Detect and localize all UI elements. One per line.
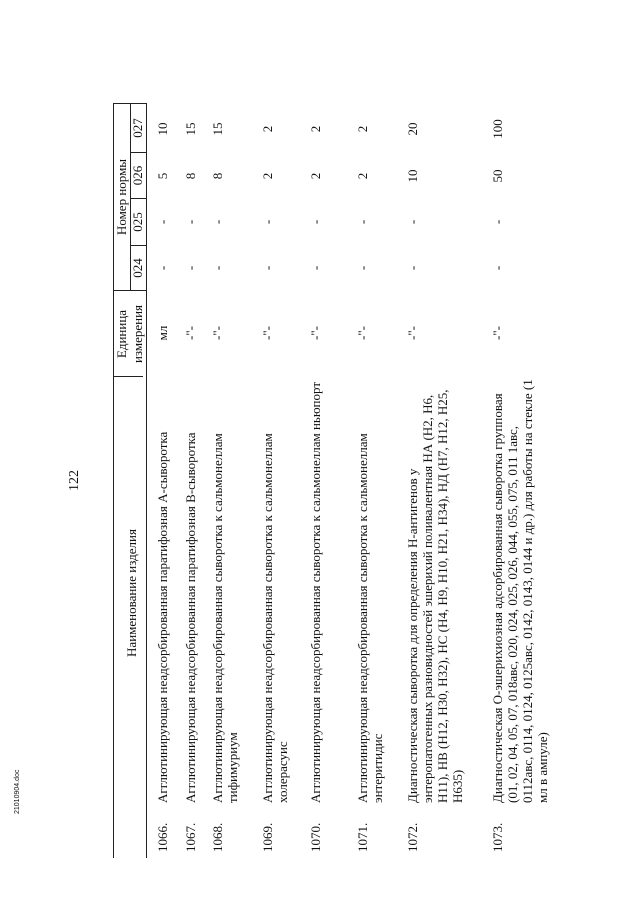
col-divider-unit: [113, 290, 146, 291]
norm-027: 2: [260, 125, 275, 133]
page-number: 122: [67, 470, 82, 491]
unit: -"-: [308, 326, 323, 340]
norm-027: 15: [210, 122, 225, 136]
header-norm-026: 026: [130, 165, 145, 186]
unit: -"-: [355, 326, 370, 340]
norm-025: -: [155, 219, 170, 225]
norm-026: 2: [260, 172, 275, 180]
product-name: Агглютинирующая неадсорбированная паратифозная В-сыворотка: [183, 432, 198, 803]
norm-024: -: [405, 265, 420, 271]
header-norm-027: 027: [130, 118, 145, 138]
row-number: 1069.: [260, 822, 275, 852]
norm-027: 20: [405, 122, 420, 136]
norm-025: -: [183, 219, 198, 225]
norm-026: 10: [405, 169, 420, 183]
norm-026: 5: [155, 172, 170, 180]
norm-026: 8: [210, 172, 225, 180]
header-norm-024: 024: [130, 258, 145, 278]
rotated-page: [50, 103, 610, 858]
unit: -"-: [183, 326, 198, 340]
product-name: Агглютинирующая неадсорбированная паратифозная А-сыворотка: [155, 431, 170, 803]
norm-025: -: [405, 219, 420, 225]
product-name: Диагностическая сыворотка для определения Н-антигенов у энтеропатогенных разновидностей эшерихий поливалентная НА (Н2, Н6, Н11), НВ (Н12, Н30, Н32), НС (Н4, Н9, Н10, Н21, Н34), НД (Н7, Н12, Н25, Н635): [405, 389, 465, 803]
document-id: 21010904.doc: [14, 769, 21, 814]
norm-026: 8: [183, 172, 198, 180]
header-bottom-border: [146, 103, 147, 858]
norm-025: -: [260, 219, 275, 225]
norm-025: -: [355, 219, 370, 225]
product-name: Агглютинирующая неадсорбированная сыворотка к сальмонеллам холерасуис: [260, 433, 290, 803]
row-number: 1071.: [355, 822, 370, 852]
row-number: 1066.: [155, 822, 170, 852]
unit: -"-: [260, 326, 275, 340]
norm-024: -: [260, 265, 275, 271]
norm-027: 2: [308, 125, 323, 133]
norm-026: 2: [355, 172, 370, 180]
unit: -"-: [405, 326, 420, 340]
unit: мл: [155, 325, 170, 341]
norm-024: -: [490, 265, 505, 271]
product-name: Агглютинирующая неадсорбированная сыворотка к сальмонеллам тифимуриум: [210, 433, 240, 803]
unit: -"-: [210, 326, 225, 340]
norm-025: -: [308, 219, 323, 225]
header-norm: Номер нормы: [114, 158, 129, 236]
product-name: Агглютинирующая неадсорбированная сыворотка к сальмонеллам ньюпорт: [308, 381, 323, 803]
row-number: 1072.: [405, 822, 420, 852]
norm-024: -: [155, 265, 170, 271]
norm-027: 15: [183, 122, 198, 136]
header-norm-025: 025: [130, 212, 145, 232]
norm-024: -: [183, 265, 198, 271]
header-name: Наименование изделия: [124, 529, 139, 657]
product-name: Агглютинирующая неадсорбированная сыворотка к сальмонеллам энтеритидис: [355, 433, 385, 803]
product-name: Диагностическая О-эшерихиозная адсорбированная сыворотка групповая (01, 02, 04, 05, 07, 018авс, 020, 024, 025, 026, 044, 055, 075, 011 1авс, 0112авс, 0114, 0124, 0125авс, 0142, 0143, 0144 и др.) для работы на стекле (1 мл в ампуле): [490, 379, 550, 803]
unit: -"-: [490, 326, 505, 340]
norm-024: -: [355, 265, 370, 271]
norm-027: 10: [155, 122, 170, 136]
norm-027: 100: [490, 119, 505, 139]
norm-026: 50: [490, 169, 505, 183]
norm-025: -: [490, 219, 505, 225]
norm-024: -: [308, 265, 323, 271]
row-number: 1067.: [183, 822, 198, 852]
header-unit: Единица измерения: [114, 304, 145, 364]
row-number: 1068.: [210, 822, 225, 852]
norm-024: -: [210, 265, 225, 271]
row-number: 1073.: [490, 822, 505, 852]
norm-026: 2: [308, 172, 323, 180]
row-number: 1070.: [308, 822, 323, 852]
norm-025: -: [210, 219, 225, 225]
norm-027: 2: [355, 125, 370, 133]
col-divider-name: [113, 376, 143, 377]
